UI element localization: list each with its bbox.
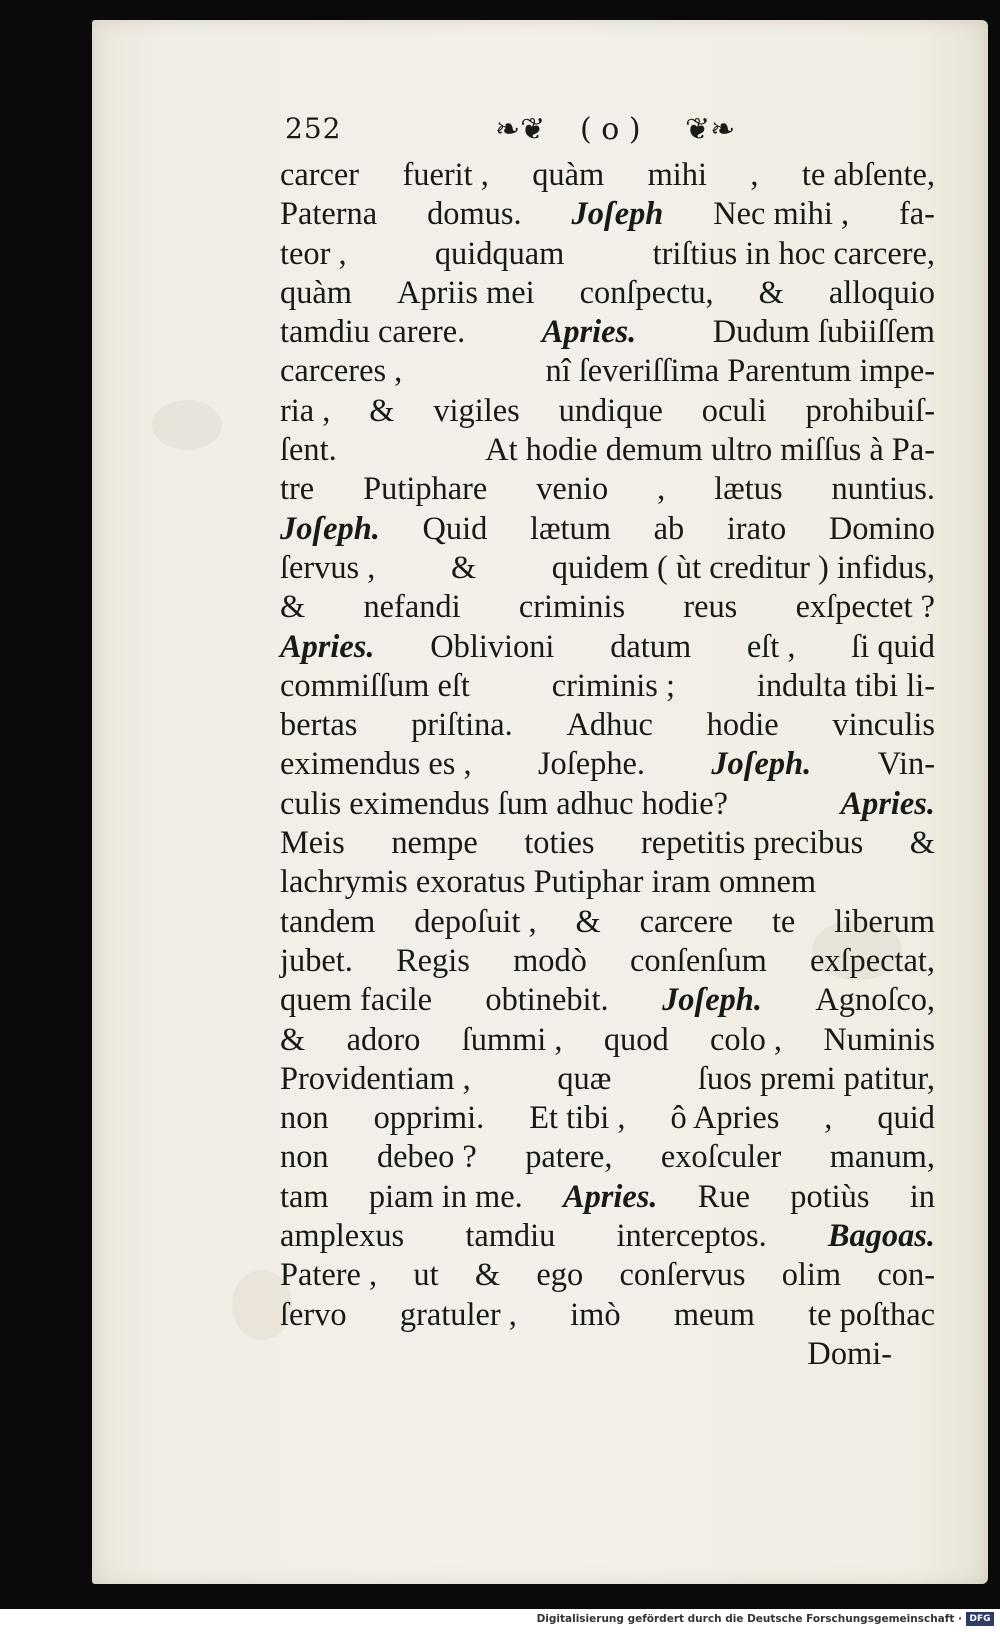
word: Providentiam , xyxy=(280,1060,471,1097)
word: irato xyxy=(726,510,787,547)
word: liberum xyxy=(834,903,935,940)
word: nempe xyxy=(391,825,478,862)
word: fuerit , xyxy=(402,157,489,193)
word: Meis xyxy=(280,825,345,862)
word: opprimi. xyxy=(373,1100,485,1137)
word: criminis xyxy=(518,589,626,626)
text-line xyxy=(280,628,935,667)
word: adoro xyxy=(346,1021,421,1058)
word: in xyxy=(909,1178,935,1215)
word: & xyxy=(758,274,784,311)
word: fa- xyxy=(899,196,935,233)
word: , xyxy=(750,157,759,193)
word: Domino xyxy=(828,510,935,547)
text-line xyxy=(280,863,935,902)
word: tandem xyxy=(280,903,376,940)
word: non xyxy=(280,1139,329,1176)
word: gratuler , xyxy=(399,1296,517,1333)
text-line xyxy=(280,156,935,195)
word: lætus xyxy=(714,471,783,508)
word: priſtina. xyxy=(411,707,513,744)
body-text xyxy=(280,156,935,1374)
text-line xyxy=(280,706,935,745)
word: ſent. xyxy=(280,432,337,469)
footer-bar xyxy=(0,1609,1000,1632)
word: undique xyxy=(558,392,663,429)
word: con- xyxy=(877,1257,935,1294)
word: prohibuiſ- xyxy=(805,392,935,429)
word: indulta tibi li- xyxy=(756,667,935,704)
speaker-name: Joſeph. xyxy=(662,982,762,1019)
word: modò xyxy=(513,942,587,979)
text-line xyxy=(280,470,935,509)
page-number: 252 xyxy=(285,112,342,145)
text-line xyxy=(280,1217,935,1256)
speaker-name: Bagoas. xyxy=(827,1218,935,1255)
word: lætum xyxy=(529,510,611,547)
word: conſpectu, xyxy=(579,274,714,311)
word: domus. xyxy=(427,196,522,233)
word: non xyxy=(280,1100,329,1137)
word: ſervo xyxy=(280,1296,347,1333)
word: , xyxy=(657,471,666,508)
word: Quid xyxy=(422,510,488,547)
word: venio xyxy=(536,471,609,508)
word: carceres , xyxy=(280,353,403,390)
word: meum xyxy=(673,1296,755,1333)
word: Adhuc xyxy=(566,707,653,744)
word: quidem ( ùt creditur ) infidus, xyxy=(551,549,935,586)
text-line xyxy=(280,274,935,313)
word: ſuos premi patitur, xyxy=(697,1060,935,1097)
word: & xyxy=(280,589,306,626)
speaker-name: Joſeph. xyxy=(711,746,812,783)
word: oculi xyxy=(701,392,767,429)
word: imò xyxy=(570,1296,621,1333)
word: & xyxy=(474,1257,501,1294)
word: bertas xyxy=(280,707,358,744)
word: Putiphare xyxy=(363,471,488,508)
text-line xyxy=(280,235,935,274)
word: potiùs xyxy=(790,1178,870,1215)
speaker-name: Apries. xyxy=(280,628,375,665)
dfg-logo-icon: DFG xyxy=(966,1612,994,1626)
word: quàm xyxy=(280,274,352,311)
word: Paterna xyxy=(280,196,378,233)
word: Patere , xyxy=(280,1257,378,1294)
text-line xyxy=(280,745,935,784)
word: Agnoſco, xyxy=(815,982,935,1019)
text-line xyxy=(280,1296,935,1335)
text-line xyxy=(280,667,935,706)
word: datum xyxy=(610,628,692,665)
word: Regis xyxy=(396,942,470,979)
speaker-name: Apries. xyxy=(541,314,637,351)
word: ſi quid xyxy=(851,628,935,665)
word: te xyxy=(771,903,796,940)
word: nefandi xyxy=(363,589,461,626)
word: obtinebit. xyxy=(485,982,609,1019)
word: debeo ? xyxy=(376,1139,477,1176)
speaker-name: Joſeph. xyxy=(280,510,380,547)
word: criminis ; xyxy=(551,667,675,704)
word: interceptos. xyxy=(616,1218,767,1255)
word: teor , xyxy=(280,235,347,272)
word: Et tibi , xyxy=(529,1100,626,1137)
word: colo , xyxy=(710,1021,782,1058)
word: eſt , xyxy=(746,628,796,665)
word: patere, xyxy=(525,1139,613,1176)
word: tamdiu xyxy=(465,1218,556,1255)
word: quid xyxy=(877,1100,935,1137)
word: jubet. xyxy=(280,942,353,979)
text-line xyxy=(280,981,935,1020)
word: , xyxy=(824,1100,833,1137)
word: tre xyxy=(280,471,315,508)
word: & xyxy=(575,903,601,940)
word: tamdiu carere. xyxy=(280,314,466,351)
head-mark: ( o ) xyxy=(580,112,641,147)
word: ô Apries xyxy=(670,1100,780,1137)
running-head xyxy=(285,110,755,156)
word: carcer xyxy=(280,157,360,193)
catchword: Domi- xyxy=(807,1335,892,1372)
word: Dudum ſubiiſſem xyxy=(712,314,935,351)
word: At hodie demum ultro miſſus à Pa- xyxy=(485,432,935,469)
word: & xyxy=(369,392,395,429)
word: conſervus xyxy=(619,1257,746,1294)
word: quod xyxy=(603,1021,669,1058)
word: lachrymis exoratus Putiphar iram omnem xyxy=(280,864,817,901)
word: Apriis mei xyxy=(396,274,535,311)
word: olim xyxy=(781,1257,842,1294)
word: ego xyxy=(536,1257,584,1294)
word: commiſſum eſt xyxy=(280,667,470,704)
text-line xyxy=(280,1099,935,1138)
word: quem facile xyxy=(280,982,432,1019)
word: te poſthac xyxy=(808,1296,935,1333)
word: te abſente, xyxy=(801,157,935,193)
word: conſenſum xyxy=(630,942,767,979)
word: ſummi , xyxy=(461,1021,563,1058)
word: ria , xyxy=(280,392,331,429)
word: ſervus , xyxy=(280,549,376,586)
word: ab xyxy=(653,510,685,547)
word: mihi xyxy=(647,157,707,193)
footer-credit: Digitalisierung gefördert durch die Deutsche Forschungsgemeinschaft · xyxy=(536,1613,962,1625)
text-line xyxy=(280,1021,935,1060)
speaker-name: Apries. xyxy=(840,785,935,822)
word: Numinis xyxy=(823,1021,935,1058)
word: quàm xyxy=(532,157,605,193)
word: depoſuit , xyxy=(414,903,537,940)
word: & xyxy=(909,825,935,862)
word: vigiles xyxy=(433,392,520,429)
word: nuntius. xyxy=(831,471,935,508)
speaker-name: Apries. xyxy=(563,1178,658,1215)
word: exſpectet ? xyxy=(795,589,935,626)
word: amplexus xyxy=(280,1218,405,1255)
word: toties xyxy=(524,825,595,862)
text-line xyxy=(280,352,935,391)
text-line xyxy=(280,903,935,942)
word: Rue xyxy=(697,1178,750,1215)
text-line xyxy=(280,1138,935,1177)
text-line xyxy=(280,431,935,470)
ornament-left-icon: ❧❦ xyxy=(495,112,546,147)
text-line xyxy=(280,785,935,824)
text-line xyxy=(280,392,935,431)
word: vinculis xyxy=(832,707,935,744)
word: Joſephe. xyxy=(537,746,645,783)
word: & xyxy=(450,549,477,586)
word: reus xyxy=(683,589,738,626)
word: quæ xyxy=(557,1060,612,1097)
text-line xyxy=(280,195,935,234)
text-line xyxy=(280,1178,935,1217)
word: triſtius in hoc carcere, xyxy=(652,235,935,272)
word: Oblivioni xyxy=(430,628,555,665)
text-line xyxy=(280,1256,935,1295)
speaker-name: Joſeph xyxy=(571,196,664,233)
text-line xyxy=(280,510,935,549)
word: Vin- xyxy=(877,746,935,783)
word: repetitis precibus xyxy=(641,825,864,862)
word: eximendus es , xyxy=(280,746,472,783)
text-line xyxy=(280,942,935,981)
ornament-right-icon: ❦❧ xyxy=(685,112,736,147)
catchword-line xyxy=(280,1335,935,1374)
word: alloquio xyxy=(828,274,935,311)
word: exoſculer xyxy=(660,1139,782,1176)
text-line xyxy=(280,549,935,588)
word: carcere xyxy=(639,903,734,940)
text-line xyxy=(280,588,935,627)
text-line xyxy=(280,824,935,863)
word: ut xyxy=(413,1257,439,1294)
word: tam xyxy=(280,1178,329,1215)
word: manum, xyxy=(829,1139,935,1176)
word: culis eximendus ſum adhuc hodie? xyxy=(280,785,728,822)
word: nî ſeveriſſima Parentum impe- xyxy=(545,353,935,390)
word: & xyxy=(280,1021,306,1058)
text-line xyxy=(280,1060,935,1099)
word: exſpectat, xyxy=(809,942,935,979)
word: Nec mihi , xyxy=(713,196,850,233)
word: hodie xyxy=(706,707,779,744)
word: quidquam xyxy=(434,235,565,272)
text-line xyxy=(280,313,935,352)
word: piam in me. xyxy=(368,1178,523,1215)
